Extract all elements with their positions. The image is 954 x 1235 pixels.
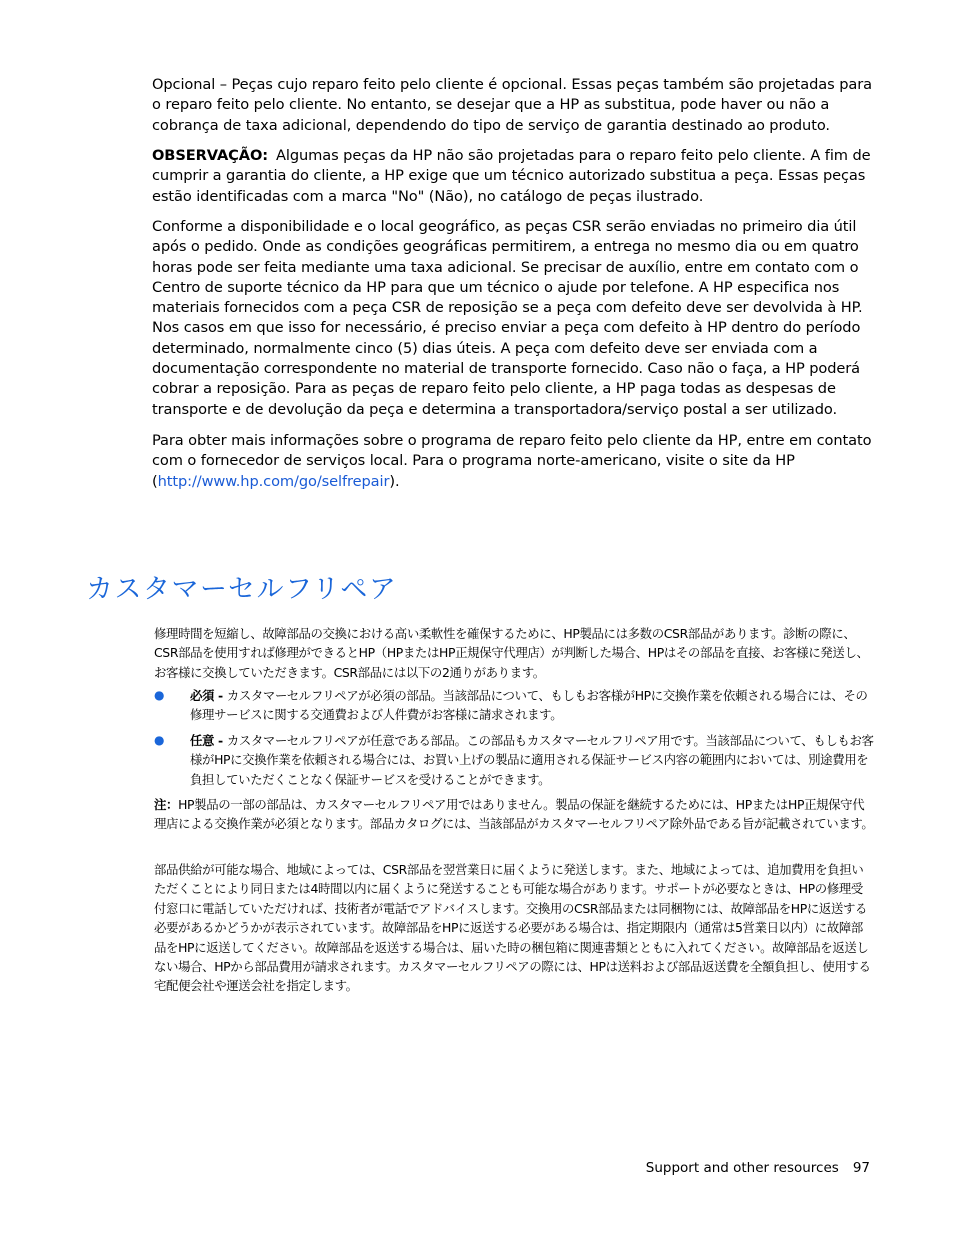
more-info-closing: ). [389, 472, 400, 490]
section-heading-jp: カスタマーセルフリペア [86, 574, 398, 605]
footer-text: Support and other resources [645, 1160, 839, 1176]
selfrepair-link[interactable]: http://www.hp.com/go/selfrepair [157, 472, 390, 490]
list-item [154, 686, 876, 725]
bullet-text: カスタマーセルフリペアが必須の部品。当該部品について、もしもお客様がHPに交換作業を依頼される場合には、その修理サービスに関する交通費および人件費がお客様に請求されます。 [190, 688, 868, 723]
jp-intro [154, 624, 874, 682]
jp-note-text: HP製品の一部の部品は、カスタマーセルフリペア用ではありません。製品の保証を継続するためには、HPまたはHP正規保守代理店による交換作業が必須となります。部品カタログには、当該部品がカスタマーセルフリペア除外品である旨が記載されています。 [154, 797, 874, 832]
page-number: 97 [852, 1160, 870, 1176]
bullet-icon: ● [154, 688, 165, 702]
note-text: Algumas peças da HP não são projetadas para o reparo feito pelo cliente. A fim de cumprir a garantia do cliente, a HP exige que um técnico autorizado substitua a peça. Essas peças estão identificadas com a marca "No" (Não), no catálogo de peças ilustrado. [152, 147, 871, 205]
bullet-term: 必須 - [190, 688, 227, 703]
more-info-text: Para obter mais informações sobre o programa de reparo feito pelo cliente da HP, entre em contato com o fornecedor de serviços local. Para o programa norte-americano, visite o site da HP ( [152, 432, 872, 490]
paragraph-optional-text: Opcional – Peças cujo reparo feito pelo cliente é opcional. Essas peças também são projetadas para o reparo feito pelo cliente. No entanto, se desejar que a HP as substitua, pode haver ou não a cobrança de taxa adicional, dependendo do tipo de serviço de garantia destinado ao produto. [152, 76, 872, 134]
paragraph-availability-text: Conforme a disponibilidade e o local geográfico, as peças CSR serão enviadas no primeiro dia útil após o pedido. Onde as condições geográficas permitirem, a entrega no mesmo dia ou em quatro horas pode ser feita mediante uma taxa adicional. Se precisar de auxílio, entre em contato com o Centro de suporte técnico da HP para que um técnico o ajude por telefone. A HP especifica nos materiais fornecidos com a peça CSR de reposição se a peça com defeito deve ser devolvida à HP. Nos casos em que isso for necessário, é preciso enviar a peça com defeito à HP dentro do período determinado, normalmente cinco (5) dias úteis. A peça com defeito deve ser enviada com a documentação correspondente no material de transporte fornecido. Caso não o faça, a HP poderá cobrar a reposição. Para as peças de reparo feito pelo cliente, a HP paga todas as despesas de transporte e de devolução da peça e determina a transportadora/serviço postal a ser utilizado. [152, 218, 863, 418]
note-observacao [152, 146, 874, 207]
paragraph-optional [152, 75, 874, 136]
bullet-term: 任意 - [190, 733, 227, 748]
jp-note-label: 注： [154, 797, 179, 812]
note-label: OBSERVAÇÃO: [152, 147, 268, 164]
jp-shipping-paragraph [154, 860, 874, 996]
list-item [154, 731, 876, 789]
paragraph-more-info [152, 431, 874, 492]
bullet-icon: ● [154, 733, 165, 747]
bullet-text: カスタマーセルフリペアが任意である部品。この部品もカスタマーセルフリペア用です。当該部品について、もしもお客様がHPに交換作業を依頼される場合には、お買い上げの製品に適用される保証サービス内容の範囲内においては、別途費用を負担していただくことなく保証サービスを受けることができます。 [190, 733, 874, 787]
jp-shipping-text: 部品供給が可能な場合、地域によっては、CSR部品を翌営業日に届くように発送します。また、地域によっては、追加費用を負担いただくことにより同日または4時間以内に届くように発送することも可能な場合があります。サポートが必要なときは、HPの修理受付窓口に電話していただければ、技術者が電話でアドバイスします。交換用のCSR部品または同梱物には、故障部品をHPに返送する必要があるかどうかが表示されています。故障部品をHPに返送する必要がある場合は、指定期限内（通常は5営業日以内）に故障部品をHPに返送してください。故障部品を返送する場合は、届いた時の梱包箱に関連書類とともに入れてください。故障部品を返送しない場合、HPから部品費用が請求されます。カスタマーセルフリペアの際には、HPは送料および部品返送費を全額負担し、使用する宅配便会社や運送会社を指定します。 [154, 862, 871, 994]
jp-intro-text: 修理時間を短縮し、故障部品の交換における高い柔軟性を確保するために、HP製品には多数のCSR部品があります。診断の際に、CSR部品を使用すれば修理ができるとHP（HPまたはHP正規保守代理店）が判断した場合、HPはその部品を直接、お客様に発送し、お客様に交換していただきます。CSR部品には以下の2通りがあります。 [154, 626, 869, 680]
page-footer [600, 1159, 870, 1177]
paragraph-availability [152, 217, 874, 420]
jp-note [154, 795, 874, 834]
